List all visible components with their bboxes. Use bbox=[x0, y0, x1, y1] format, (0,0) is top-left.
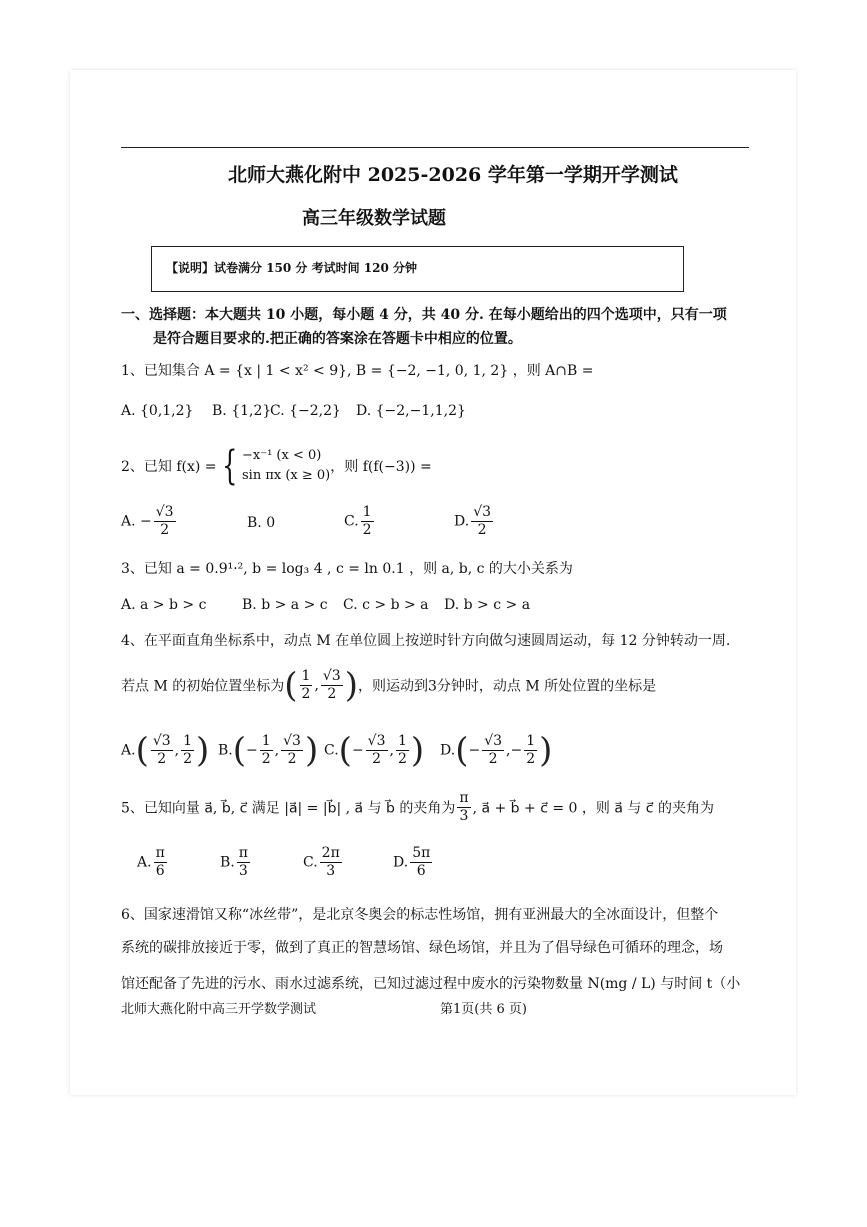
q4-option-c-label: C. bbox=[324, 742, 339, 759]
q4-init-y-den: 2 bbox=[327, 686, 337, 702]
q2-option-c bbox=[344, 504, 376, 539]
q2-a-den: 2 bbox=[160, 522, 170, 538]
q2-prefix: 2、已知 f(x) = bbox=[121, 459, 217, 475]
q5-option-b-label: B. bbox=[220, 854, 235, 871]
q4-init-x-num: 1 bbox=[301, 668, 311, 684]
q2-d-den: 2 bbox=[477, 522, 487, 538]
q4-a-y-den: 2 bbox=[183, 751, 193, 767]
q5-a-fraction bbox=[154, 845, 167, 880]
q5-b-num: π bbox=[238, 845, 248, 861]
q4-c-y-den: 2 bbox=[397, 751, 407, 767]
q4-option-d-label: D. bbox=[440, 742, 456, 759]
q2-case-1: −x⁻¹ (x < 0) bbox=[242, 448, 322, 463]
q4-c-y-num: 1 bbox=[397, 733, 407, 749]
q1-option-a: A. {0,1,2} bbox=[121, 403, 194, 419]
q4-d-x-den: 2 bbox=[488, 751, 498, 767]
q2-option-a-label: A. − bbox=[121, 513, 152, 530]
q4-line-2-pre: 若点 M 的初始位置坐标为 bbox=[121, 678, 285, 695]
q4-init-y-num: √3 bbox=[322, 668, 341, 684]
q4-a-x-den: 2 bbox=[157, 751, 167, 767]
q6-line-3: 馆还配备了先进的污水、雨水过滤系统，已知过滤过程中废水的污染物数量 N(mg / L) 与时间 t（小 bbox=[121, 976, 741, 992]
q2-a-fraction bbox=[154, 504, 176, 539]
q2-c-num: 1 bbox=[362, 504, 372, 520]
q1-option-c: C. {−2,2} bbox=[270, 403, 341, 419]
q4-b-x bbox=[260, 733, 273, 768]
q4-b-minus: − bbox=[246, 742, 258, 759]
q5-angle-num: π bbox=[459, 790, 469, 806]
exam-subtitle: 高三年级数学试题 bbox=[302, 208, 446, 229]
q6-line-1: 6、国家速滑馆又称“冰丝带”，是北京冬奥会的标志性场馆，拥有亚洲最大的全冰面设计，但整个 bbox=[121, 907, 719, 923]
q5-b-fraction bbox=[237, 845, 250, 880]
q4-d-minus-y: − bbox=[510, 742, 523, 759]
q4-d-comma: , bbox=[506, 742, 511, 759]
q5-option-d-label: D. bbox=[393, 854, 409, 871]
q4-b-y bbox=[281, 733, 303, 768]
q2-option-b: B. 0 bbox=[247, 515, 276, 531]
q5-c-num: 2π bbox=[321, 845, 340, 861]
q5-stem-post: , a⃗ + b⃗ + c⃗ = 0 ，则 a⃗ 与 c⃗ 的夹角为 bbox=[472, 800, 714, 817]
q4-option-c bbox=[324, 730, 425, 771]
q4-b-comma: , bbox=[274, 742, 280, 759]
q2-d-num: √3 bbox=[473, 504, 492, 520]
q4-c-x-den: 2 bbox=[372, 751, 382, 767]
q5-a-den: 6 bbox=[155, 863, 165, 879]
exam-title: 北师大燕化附中 2025-2026 学年第一学期开学测试 bbox=[228, 164, 678, 186]
left-paren: ( bbox=[455, 730, 469, 771]
q4-line-2 bbox=[121, 665, 657, 706]
right-paren: ) bbox=[539, 730, 553, 771]
q4-c-minus: − bbox=[351, 742, 364, 759]
q4-b-x-den: 2 bbox=[261, 751, 271, 767]
q4-b-y-num: √3 bbox=[283, 733, 301, 749]
q4-c-x bbox=[366, 733, 388, 768]
q1-option-d: D. {−2,−1,1,2} bbox=[356, 403, 466, 419]
q2-a-num: √3 bbox=[155, 504, 174, 520]
footer-left: 北师大燕化附中高三开学数学测试 bbox=[121, 1002, 317, 1017]
q4-a-y bbox=[181, 733, 194, 768]
q5-angle-fraction bbox=[457, 790, 470, 825]
note-box bbox=[151, 246, 684, 292]
q2-d-fraction bbox=[471, 504, 493, 539]
q4-c-y bbox=[396, 733, 409, 768]
piecewise-cases bbox=[242, 446, 330, 486]
q4-d-x-num: √3 bbox=[484, 733, 503, 749]
q5-d-fraction bbox=[410, 845, 432, 880]
q5-b-den: 3 bbox=[238, 863, 248, 879]
q5-option-a bbox=[137, 845, 169, 880]
q4-a-comma: , bbox=[174, 742, 180, 759]
piecewise-brace: { bbox=[221, 443, 237, 489]
q4-init-x bbox=[300, 668, 313, 703]
note-text: 【说明】试卷满分 150 分 考试时间 120 分钟 bbox=[166, 261, 417, 275]
q4-init-x-den: 2 bbox=[301, 686, 311, 702]
q1-stem: 1、已知集合 A = {x | 1 < x² < 9}, B = {−2, −1, 0, 1, 2} ，则 A∩B = bbox=[121, 363, 594, 379]
q2-option-d-label: D. bbox=[454, 513, 470, 530]
q5-option-c-label: C. bbox=[303, 854, 318, 871]
right-paren: ) bbox=[410, 730, 425, 771]
q4-b-y-den: 2 bbox=[287, 751, 297, 767]
q5-option-c bbox=[303, 845, 344, 880]
q5-d-num: 5π bbox=[412, 845, 431, 861]
q3-option-c: C. c > b > a bbox=[343, 597, 429, 613]
q3-option-d: D. b > c > a bbox=[444, 597, 531, 613]
q5-c-den: 3 bbox=[326, 863, 336, 879]
q4-c-x-num: √3 bbox=[367, 733, 386, 749]
q3-option-b: B. b > a > c bbox=[242, 597, 328, 613]
q4-option-d bbox=[440, 730, 553, 771]
q4-c-comma: , bbox=[389, 742, 394, 759]
footer-page-number: 第1页(共 6 页) bbox=[440, 1002, 527, 1017]
q2-c-den: 2 bbox=[362, 522, 372, 538]
q2-option-d bbox=[454, 504, 495, 539]
q4-d-x bbox=[482, 733, 504, 768]
q4-a-x bbox=[151, 733, 173, 768]
left-paren: ( bbox=[338, 730, 352, 771]
left-paren: ( bbox=[135, 730, 149, 771]
q4-option-a-label: A. bbox=[121, 742, 136, 759]
q2-c-fraction bbox=[361, 504, 374, 539]
q4-d-y bbox=[524, 733, 537, 768]
left-paren: ( bbox=[232, 730, 247, 771]
q3-stem: 3、已知 a = 0.9¹·², b = log₃ 4 , c = ln 0.1 ，则 a, b, c 的大小关系为 bbox=[121, 561, 573, 577]
q4-option-b bbox=[218, 730, 319, 771]
q4-a-x-num: √3 bbox=[152, 733, 171, 749]
q5-option-d bbox=[393, 845, 434, 880]
q5-d-den: 6 bbox=[416, 863, 426, 879]
q4-option-b-label: B. bbox=[218, 742, 233, 759]
header-rule bbox=[121, 147, 749, 148]
q5-option-a-label: A. bbox=[137, 854, 152, 871]
q2-option-a bbox=[121, 504, 178, 539]
q4-option-a bbox=[121, 730, 210, 771]
q4-a-y-num: 1 bbox=[183, 733, 193, 749]
q2-case-2: sin πx (x ≥ 0) bbox=[242, 468, 331, 483]
q4-d-y-den: 2 bbox=[526, 751, 536, 767]
q1-option-b: B. {1,2} bbox=[212, 403, 272, 419]
q5-option-b bbox=[220, 845, 252, 880]
section-1-line-2: 是符合题目要求的.把正确的答案涂在答题卡中相应的位置。 bbox=[153, 331, 522, 347]
q5-a-num: π bbox=[155, 845, 165, 861]
q6-line-2: 系统的碳排放接近于零，做到了真正的智慧场馆、绿色场馆，并且为了倡导绿色可循环的理念，场 bbox=[121, 940, 723, 956]
q5-c-fraction bbox=[320, 845, 342, 880]
q2-suffix: ，则 f(f(−3)) = bbox=[330, 459, 432, 475]
right-paren: ) bbox=[344, 665, 358, 706]
q4-d-minus-x: − bbox=[468, 742, 481, 759]
q4-d-y-num: 1 bbox=[526, 733, 536, 749]
q3-option-a: A. a > b > c bbox=[121, 597, 207, 613]
right-paren: ) bbox=[304, 730, 319, 771]
q5-angle-den: 3 bbox=[459, 808, 469, 824]
q4-line-1: 4、在平面直角坐标系中，动点 M 在单位圆上按逆时针方向做匀速圆周运动，每 12 分钟转动一周. bbox=[121, 633, 731, 649]
q4-init-y bbox=[321, 668, 343, 703]
q4-b-x-num: 1 bbox=[261, 733, 271, 749]
section-1-line-1: 一、选择题：本大题共 10 小题，每小题 4 分，共 40 分. 在每小题给出的四个选项中，只有一项 bbox=[121, 307, 727, 323]
q4-line-2-post: ，则运动到3分钟时，动点 M 所处位置的坐标是 bbox=[357, 678, 657, 695]
q2-stem bbox=[121, 443, 432, 489]
q5-stem bbox=[121, 790, 714, 825]
q5-stem-pre: 5、已知向量 a⃗, b⃗, c⃗ 满足 |a⃗| = |b⃗| , a⃗ 与 b⃗ 的夹角为 bbox=[121, 800, 456, 817]
q2-option-c-label: C. bbox=[344, 513, 359, 530]
right-paren: ) bbox=[196, 730, 210, 771]
q4-init-comma: , bbox=[314, 677, 319, 694]
left-paren: ( bbox=[284, 665, 298, 706]
